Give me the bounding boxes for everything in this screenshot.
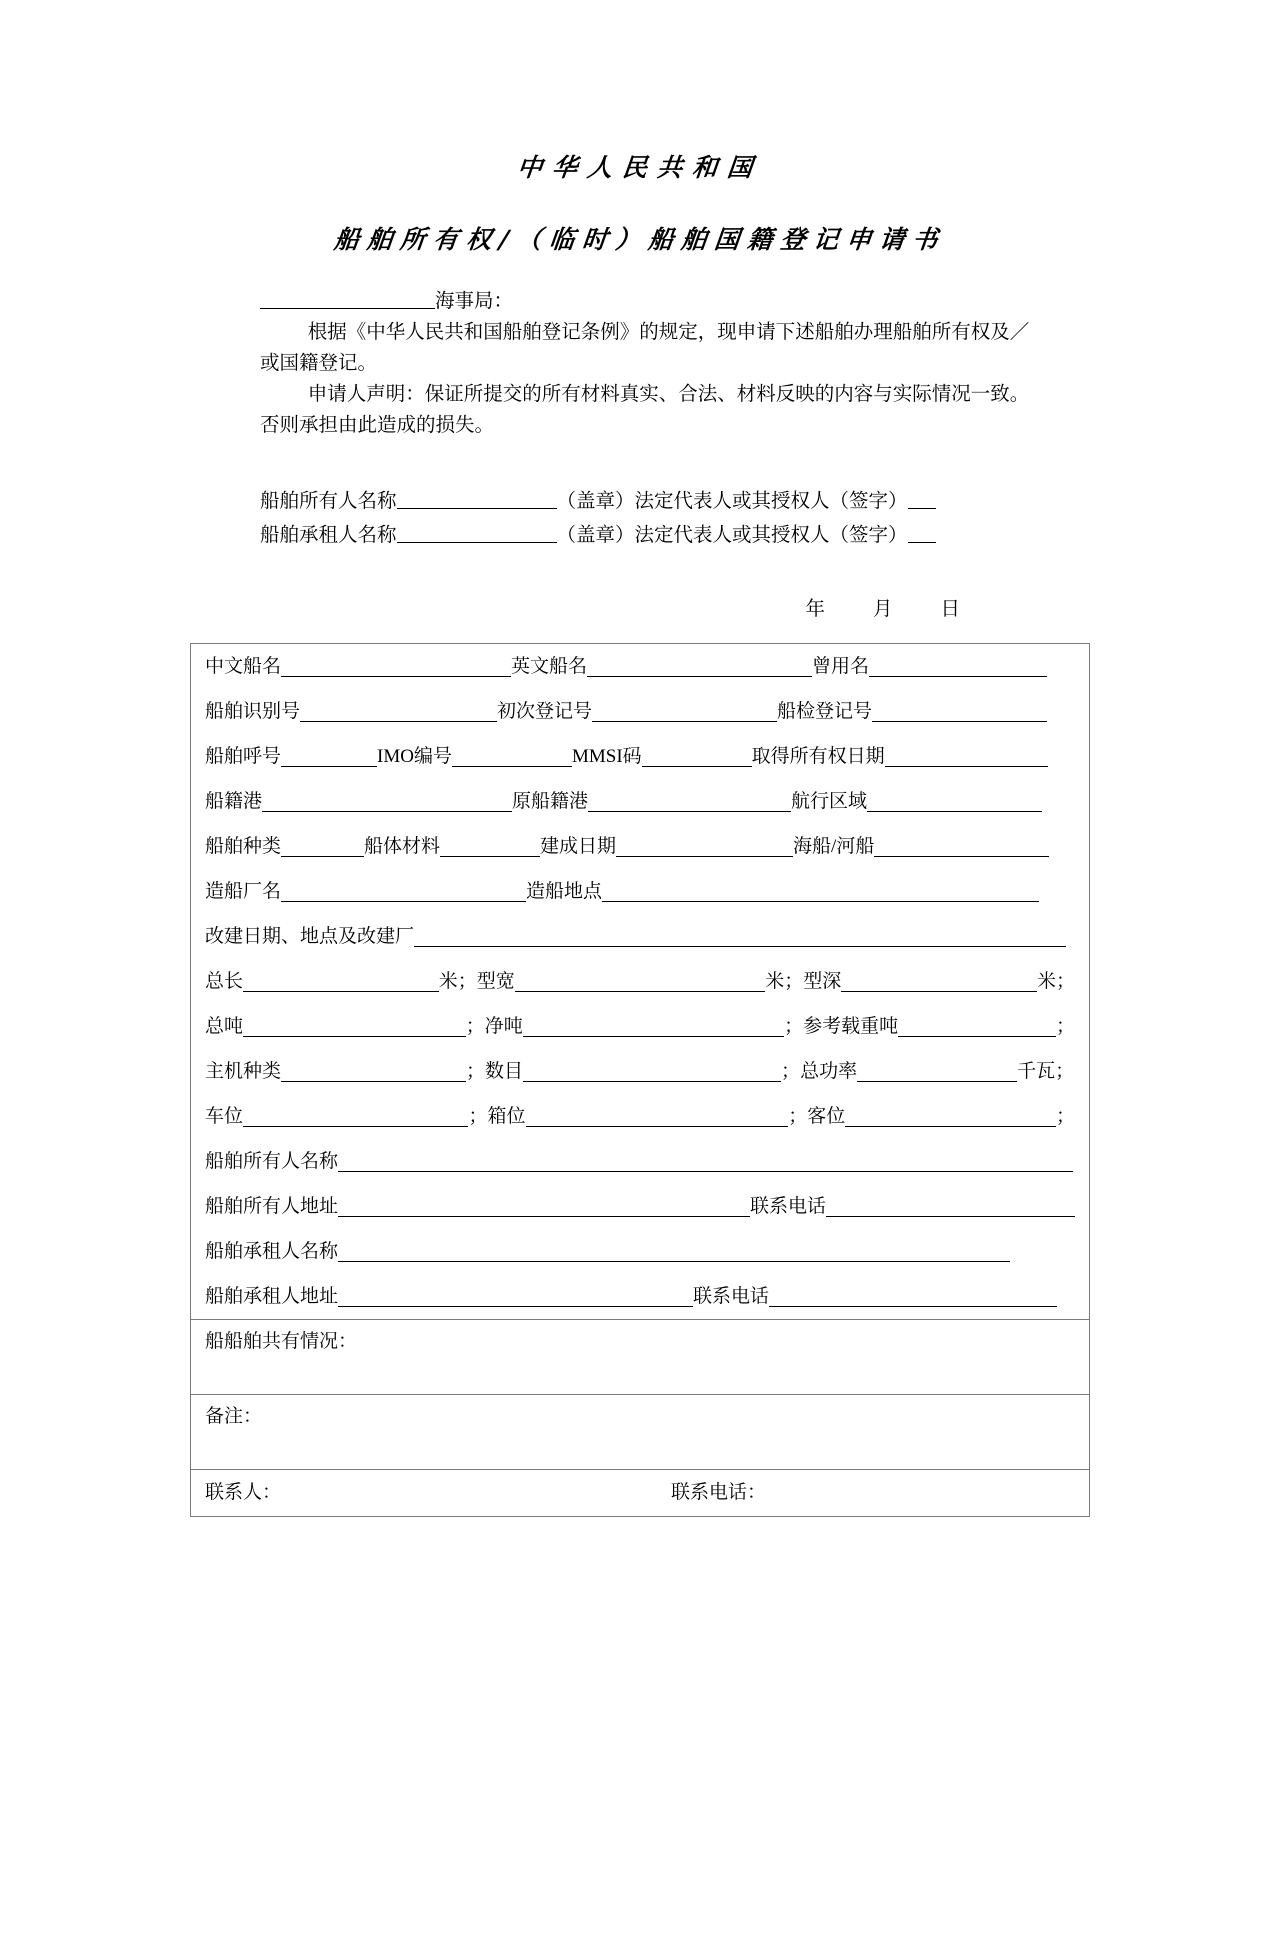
field-label: 车位 bbox=[205, 1105, 244, 1127]
table-row-ports bbox=[191, 779, 1089, 824]
field-label: 船检登记号 bbox=[777, 700, 873, 722]
field-unit-suffix: 米； bbox=[438, 970, 477, 992]
owner-signature-label: 船舶所有人名称 bbox=[260, 491, 397, 512]
field-label: 海船/河船 bbox=[793, 835, 875, 857]
field-unit-suffix: ； bbox=[781, 1060, 801, 1082]
field-input-blank[interactable] bbox=[869, 657, 1047, 677]
field-label: 客位 bbox=[807, 1105, 846, 1127]
field-label: 改建日期、地点及改建厂 bbox=[205, 925, 415, 947]
remarks-section[interactable] bbox=[191, 1394, 1089, 1469]
owner-name-blank[interactable] bbox=[397, 488, 557, 509]
field-label: 型宽 bbox=[476, 970, 515, 992]
bureau-blank[interactable] bbox=[260, 288, 435, 309]
field-input-blank[interactable] bbox=[414, 927, 1066, 947]
field-input-blank[interactable] bbox=[874, 837, 1049, 857]
field-label: 造船厂名 bbox=[205, 880, 282, 902]
field-input-blank[interactable] bbox=[642, 747, 752, 767]
field-input-blank[interactable] bbox=[523, 1017, 784, 1037]
field-unit-suffix: ； bbox=[784, 1015, 804, 1037]
field-input-blank[interactable] bbox=[338, 1287, 693, 1307]
field-input-blank[interactable] bbox=[841, 972, 1037, 992]
field-input-blank[interactable] bbox=[826, 1197, 1075, 1217]
field-input-blank[interactable] bbox=[281, 657, 511, 677]
field-label: 箱位 bbox=[487, 1105, 526, 1127]
field-unit-suffix: ； bbox=[468, 1105, 488, 1127]
table-row-engine bbox=[191, 1049, 1089, 1094]
field-label: 船舶承租人名称 bbox=[205, 1240, 339, 1262]
owner-signature-row bbox=[260, 485, 1080, 519]
field-input-blank[interactable] bbox=[872, 702, 1047, 722]
owner-signature-suffix: （盖章）法定代表人或其授权人（签字） bbox=[556, 491, 908, 512]
intro-section bbox=[200, 286, 1080, 441]
field-label: 船舶承租人地址 bbox=[205, 1285, 339, 1307]
field-label: 总吨 bbox=[205, 1015, 244, 1037]
field-label: 船舶种类 bbox=[205, 835, 282, 857]
field-input-blank[interactable] bbox=[243, 972, 439, 992]
ship-particulars-table bbox=[190, 643, 1090, 1517]
contact-row[interactable] bbox=[191, 1469, 1089, 1516]
table-row-dimensions bbox=[191, 959, 1089, 1004]
field-input-blank[interactable] bbox=[845, 1107, 1056, 1127]
field-input-blank[interactable] bbox=[857, 1062, 1017, 1082]
field-input-blank[interactable] bbox=[616, 837, 793, 857]
field-label: 曾用名 bbox=[812, 655, 870, 677]
field-label: 船舶识别号 bbox=[205, 700, 301, 722]
field-input-blank[interactable] bbox=[300, 702, 497, 722]
page-subtitle: 船舶所有权/（临时）船舶国籍登记申请书 bbox=[332, 225, 947, 254]
field-unit-suffix: ； bbox=[1055, 1105, 1075, 1127]
field-unit-suffix: ； bbox=[465, 1015, 485, 1037]
table-row-tonnage bbox=[191, 1004, 1089, 1049]
coownership-section[interactable] bbox=[191, 1319, 1089, 1394]
table-row-builder bbox=[191, 869, 1089, 914]
table-row-charterer-address bbox=[191, 1274, 1089, 1319]
field-label: 联系电话 bbox=[693, 1285, 770, 1307]
table-row-charterer-name bbox=[191, 1229, 1089, 1274]
field-label: 船舶所有人地址 bbox=[205, 1195, 339, 1217]
field-label: 航行区域 bbox=[791, 790, 868, 812]
field-input-blank[interactable] bbox=[281, 1062, 466, 1082]
field-input-blank[interactable] bbox=[243, 1107, 468, 1127]
date-row bbox=[200, 593, 1080, 621]
table-row-owner-name bbox=[191, 1139, 1089, 1184]
table-row-capacity bbox=[191, 1094, 1089, 1139]
field-input-blank[interactable] bbox=[885, 747, 1048, 767]
date-year-label: 年 bbox=[805, 599, 825, 620]
remarks-section-label: 备注： bbox=[205, 1406, 263, 1427]
field-label: 原船籍港 bbox=[512, 790, 589, 812]
field-input-blank[interactable] bbox=[587, 657, 812, 677]
contact-person-label: 联系人： bbox=[205, 1482, 282, 1503]
field-input-blank[interactable] bbox=[898, 1017, 1056, 1037]
field-input-blank[interactable] bbox=[526, 1107, 789, 1127]
field-input-blank[interactable] bbox=[281, 747, 377, 767]
field-unit-suffix: ； bbox=[788, 1105, 808, 1127]
field-label: 总长 bbox=[205, 970, 244, 992]
table-row-callsign-imo-mmsi bbox=[191, 734, 1089, 779]
field-input-blank[interactable] bbox=[338, 1242, 1010, 1262]
signature-section bbox=[200, 485, 1080, 553]
field-unit-suffix: ； bbox=[1055, 1015, 1075, 1037]
field-label: 船舶呼号 bbox=[205, 745, 282, 767]
field-label: 初次登记号 bbox=[497, 700, 593, 722]
page-title: 中华人民共和国 bbox=[515, 153, 764, 182]
field-label: 净吨 bbox=[484, 1015, 523, 1037]
field-label: 建成日期 bbox=[540, 835, 617, 857]
field-label: 船籍港 bbox=[205, 790, 263, 812]
bureau-line bbox=[260, 286, 1080, 317]
field-label: MMSI码 bbox=[571, 745, 642, 767]
table-row-ship-identifiers bbox=[191, 689, 1089, 734]
field-label: 型深 bbox=[803, 970, 842, 992]
field-label: 造船地点 bbox=[526, 880, 603, 902]
field-label: 数目 bbox=[485, 1060, 524, 1082]
date-day-label: 日 bbox=[940, 599, 960, 620]
field-label: 中文船名 bbox=[205, 655, 282, 677]
field-input-blank[interactable] bbox=[592, 702, 777, 722]
field-input-blank[interactable] bbox=[867, 792, 1042, 812]
field-input-blank[interactable] bbox=[243, 1017, 466, 1037]
field-label: 主机种类 bbox=[205, 1060, 282, 1082]
owner-signature-blank[interactable] bbox=[908, 488, 936, 509]
field-input-blank[interactable] bbox=[281, 837, 364, 857]
field-label: 联系电话 bbox=[749, 1195, 826, 1217]
coownership-section-label: 船船舶共有情况： bbox=[205, 1331, 358, 1352]
field-label: 取得所有权日期 bbox=[751, 745, 885, 767]
field-label: 船舶所有人名称 bbox=[205, 1150, 339, 1172]
paragraph2-line1: 申请人声明：保证所提交的所有材料真实、合法、材料反映的内容与实际情况一致。 bbox=[307, 384, 1030, 405]
field-label: 参考载重吨 bbox=[803, 1015, 899, 1037]
field-label: 船体材料 bbox=[364, 835, 441, 857]
field-unit-suffix: 米； bbox=[1037, 970, 1076, 992]
field-input-blank[interactable] bbox=[440, 837, 540, 857]
field-unit-suffix: 米； bbox=[765, 970, 804, 992]
field-input-blank[interactable] bbox=[452, 747, 572, 767]
paragraph2-line2: 否则承担由此造成的损失。 bbox=[260, 415, 495, 436]
charterer-signature-label: 船舶承租人名称 bbox=[260, 525, 397, 546]
table-row-rebuild bbox=[191, 914, 1089, 959]
field-input-blank[interactable] bbox=[338, 1152, 1073, 1172]
field-input-blank[interactable] bbox=[588, 792, 791, 812]
charterer-signature-row bbox=[260, 519, 1080, 553]
field-input-blank[interactable] bbox=[602, 882, 1039, 902]
field-input-blank[interactable] bbox=[515, 972, 765, 992]
date-month-label: 月 bbox=[872, 599, 893, 620]
table-row-type-material-date bbox=[191, 824, 1089, 869]
field-unit-suffix: ； bbox=[466, 1060, 486, 1082]
table-row-owner-address bbox=[191, 1184, 1089, 1229]
charterer-name-blank[interactable] bbox=[397, 522, 557, 543]
paragraph1-line1: 根据《中华人民共和国船舶登记条例》的规定，现申请下述船舶办理船舶所有权及／ bbox=[307, 322, 1030, 343]
paragraph1-line2: 或国籍登记。 bbox=[260, 353, 378, 374]
field-label: IMO编号 bbox=[377, 745, 452, 767]
bureau-label: 海事局： bbox=[435, 291, 514, 312]
field-input-blank[interactable] bbox=[769, 1287, 1057, 1307]
field-unit-suffix: 千瓦； bbox=[1017, 1060, 1075, 1082]
field-input-blank[interactable] bbox=[262, 792, 512, 812]
field-input-blank[interactable] bbox=[338, 1197, 750, 1217]
field-label: 总功率 bbox=[800, 1060, 858, 1082]
field-label: 英文船名 bbox=[511, 655, 588, 677]
field-input-blank[interactable] bbox=[523, 1062, 781, 1082]
charterer-signature-suffix: （盖章）法定代表人或其授权人（签字） bbox=[556, 525, 908, 546]
charterer-signature-blank[interactable] bbox=[908, 522, 936, 543]
document-page bbox=[0, 148, 1280, 1958]
contact-phone-label: 联系电话： bbox=[671, 1482, 767, 1503]
field-input-blank[interactable] bbox=[281, 882, 526, 902]
table-row-ship-names bbox=[191, 644, 1089, 689]
